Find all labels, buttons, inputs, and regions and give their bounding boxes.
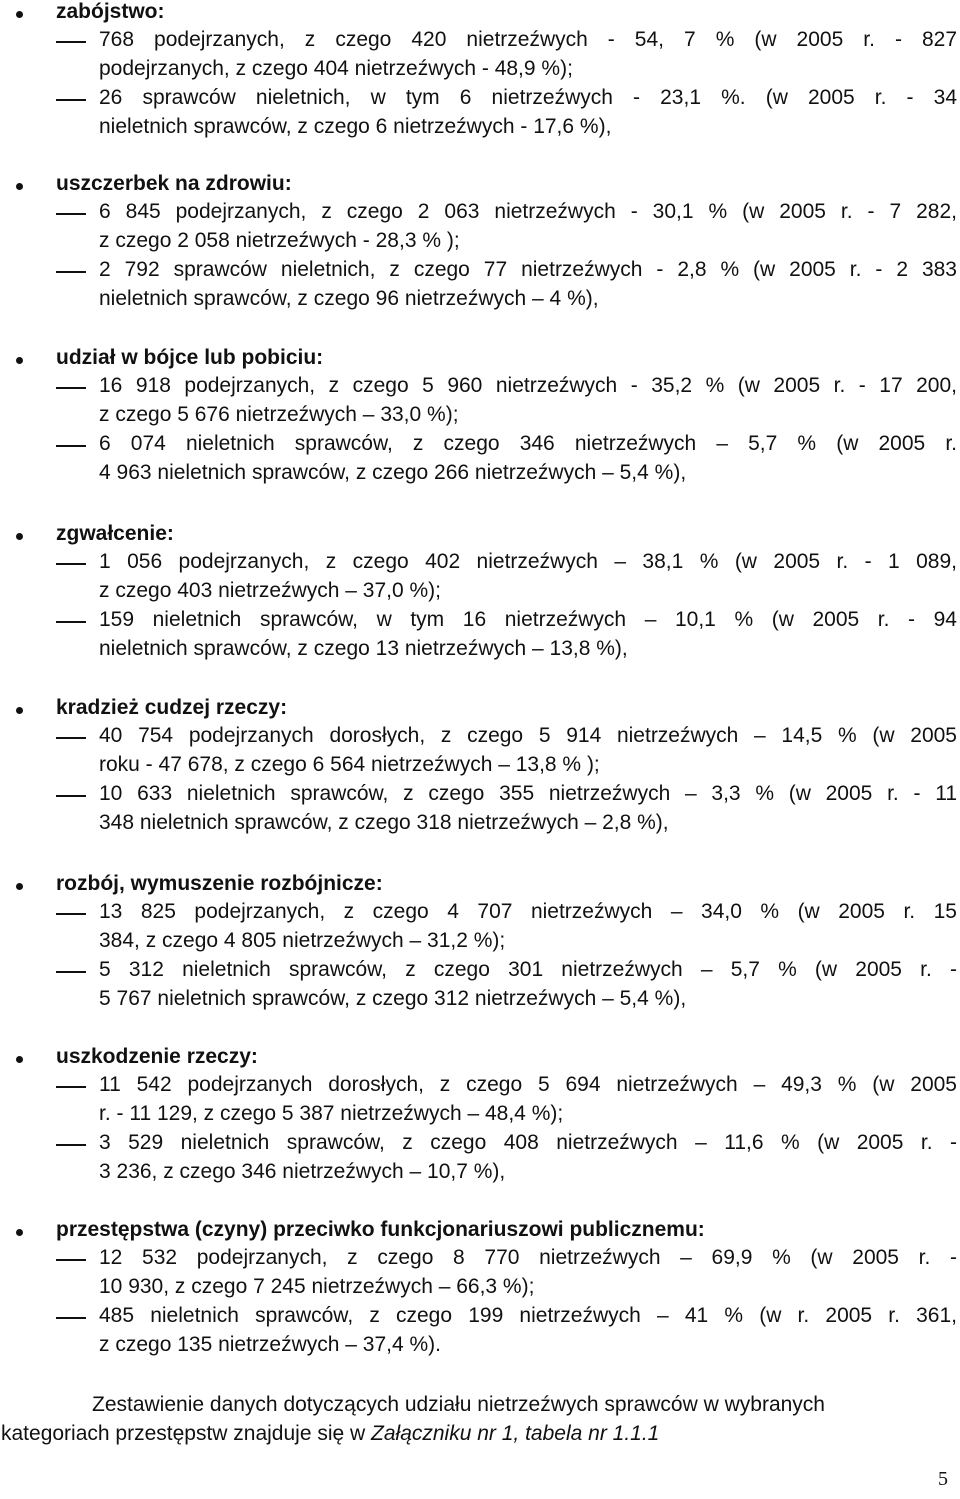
bullet-icon — [16, 11, 23, 18]
bullet-icon — [16, 357, 23, 364]
item-line: 11 542 podejrzanych dorosłych, z czego 5 694 nietrzeźwych – 49,3 % (w 2005 — [99, 1073, 957, 1096]
section-heading: rozbój, wymuszenie rozbójnicze: — [56, 872, 383, 895]
dash-icon — [56, 271, 86, 273]
item-line: 159 nieletnich sprawców, w tym 16 nietrzeźwych – 10,1 % (w 2005 r. - 94 — [99, 608, 957, 631]
bullet-icon — [16, 533, 23, 540]
dash-icon — [56, 795, 86, 797]
item-line: 6 845 podejrzanych, z czego 2 063 nietrzeźwych - 30,1 % (w 2005 r. - 7 282, — [99, 200, 957, 223]
dash-icon — [56, 387, 86, 389]
section-heading: przestępstwa (czyny) przeciwko funkcjonariuszowi publicznemu: — [56, 1218, 705, 1241]
item-line: 5 767 nieletnich sprawców, z czego 312 nietrzeźwych – 5,4 %), — [99, 987, 687, 1010]
item-line: 4 963 nieletnich sprawców, z czego 266 nietrzeźwych – 5,4 %), — [99, 461, 687, 484]
dash-icon — [56, 41, 86, 43]
section-heading: uszczerbek na zdrowiu: — [56, 172, 292, 195]
dash-icon — [56, 971, 86, 973]
item-line: 348 nieletnich sprawców, z czego 318 nietrzeźwych – 2,8 %), — [99, 811, 669, 834]
item-line: z czego 2 058 nietrzeźwych - 28,3 % ); — [99, 229, 460, 252]
dash-icon — [56, 737, 86, 739]
item-line: nieletnich sprawców, z czego 96 nietrzeźwych – 4 %), — [99, 287, 599, 310]
item-line: 2 792 sprawców nieletnich, z czego 77 nietrzeźwych - 2,8 % (w 2005 r. - 2 383 — [99, 258, 957, 281]
summary-text: kategoriach przestępstw znajduje się w — [1, 1422, 372, 1445]
item-line: 6 074 nieletnich sprawców, z czego 346 nietrzeźwych – 5,7 % (w 2005 r. — [99, 432, 957, 455]
dash-icon — [56, 1086, 86, 1088]
dash-icon — [56, 1144, 86, 1146]
item-line: 5 312 nieletnich sprawców, z czego 301 nietrzeźwych – 5,7 % (w 2005 r. - — [99, 958, 957, 981]
dash-icon — [56, 563, 86, 565]
item-line: nieletnich sprawców, z czego 13 nietrzeźwych – 13,8 %), — [99, 637, 628, 660]
item-line: 1 056 podejrzanych, z czego 402 nietrzeźwych – 38,1 % (w 2005 r. - 1 089, — [99, 550, 957, 573]
item-line: 40 754 podejrzanych dorosłych, z czego 5 914 nietrzeźwych – 14,5 % (w 2005 — [99, 724, 957, 747]
item-line: 384, z czego 4 805 nietrzeźwych – 31,2 %); — [99, 929, 506, 952]
section-heading: kradzież cudzej rzeczy: — [56, 696, 288, 719]
appendix-reference: Załączniku nr 1, tabela nr 1.1.1 — [371, 1422, 660, 1445]
item-line: z czego 5 676 nietrzeźwych – 33,0 %); — [99, 403, 459, 426]
item-line: 16 918 podejrzanych, z czego 5 960 nietrzeźwych - 35,2 % (w 2005 r. - 17 200, — [99, 374, 957, 397]
dash-icon — [56, 99, 86, 101]
dash-icon — [56, 213, 86, 215]
summary-line-2 — [1, 1422, 659, 1446]
section-heading: zgwałcenie: — [56, 522, 174, 545]
dash-icon — [56, 445, 86, 447]
item-line: 3 529 nieletnich sprawców, z czego 408 nietrzeźwych – 11,6 % (w 2005 r. - — [99, 1131, 957, 1154]
bullet-icon — [16, 1229, 23, 1236]
item-line: z czego 403 nietrzeźwych – 37,0 %); — [99, 579, 442, 602]
item-line: 3 236, z czego 346 nietrzeźwych – 10,7 %), — [99, 1160, 506, 1183]
section-heading: uszkodzenie rzeczy: — [56, 1045, 258, 1068]
item-line: r. - 11 129, z czego 5 387 nietrzeźwych – 48,4 %); — [99, 1102, 564, 1125]
item-line: 12 532 podejrzanych, z czego 8 770 nietrzeźwych – 69,9 % (w 2005 r. - — [99, 1246, 957, 1269]
bullet-icon — [16, 883, 23, 890]
item-line: 26 sprawców nieletnich, w tym 6 nietrzeźwych - 23,1 %. (w 2005 r. - 34 — [99, 86, 957, 109]
item-line: nieletnich sprawców, z czego 6 nietrzeźwych - 17,6 %), — [99, 115, 612, 138]
summary-line-1: Zestawienie danych dotyczących udziału nietrzeźwych sprawców w wybranych — [92, 1393, 825, 1416]
item-line: 10 930, z czego 7 245 nietrzeźwych – 66,3 %); — [99, 1275, 535, 1298]
dash-icon — [56, 621, 86, 623]
item-line: 10 633 nieletnich sprawców, z czego 355 nietrzeźwych – 3,3 % (w 2005 r. - 11 — [99, 782, 957, 805]
page-number: 5 — [938, 1468, 948, 1490]
section-heading: udział w bójce lub pobiciu: — [56, 346, 324, 369]
item-line: 13 825 podejrzanych, z czego 4 707 nietrzeźwych – 34,0 % (w 2005 r. 15 — [99, 900, 957, 923]
item-line: z czego 135 nietrzeźwych – 37,4 %). — [99, 1333, 442, 1356]
dash-icon — [56, 913, 86, 915]
item-line: podejrzanych, z czego 404 nietrzeźwych - 48,9 %); — [99, 57, 573, 80]
dash-icon — [56, 1317, 86, 1319]
item-line: roku - 47 678, z czego 6 564 nietrzeźwych – 13,8 % ); — [99, 753, 600, 776]
section-heading: zabójstwo: — [56, 0, 165, 23]
item-line: 768 podejrzanych, z czego 420 nietrzeźwych - 54, 7 % (w 2005 r. - 827 — [99, 28, 957, 51]
item-line: 485 nieletnich sprawców, z czego 199 nietrzeźwych – 41 % (w r. 2005 r. 361, — [99, 1304, 957, 1327]
dash-icon — [56, 1259, 86, 1261]
bullet-icon — [16, 183, 23, 190]
bullet-icon — [16, 707, 23, 714]
bullet-icon — [16, 1056, 23, 1063]
